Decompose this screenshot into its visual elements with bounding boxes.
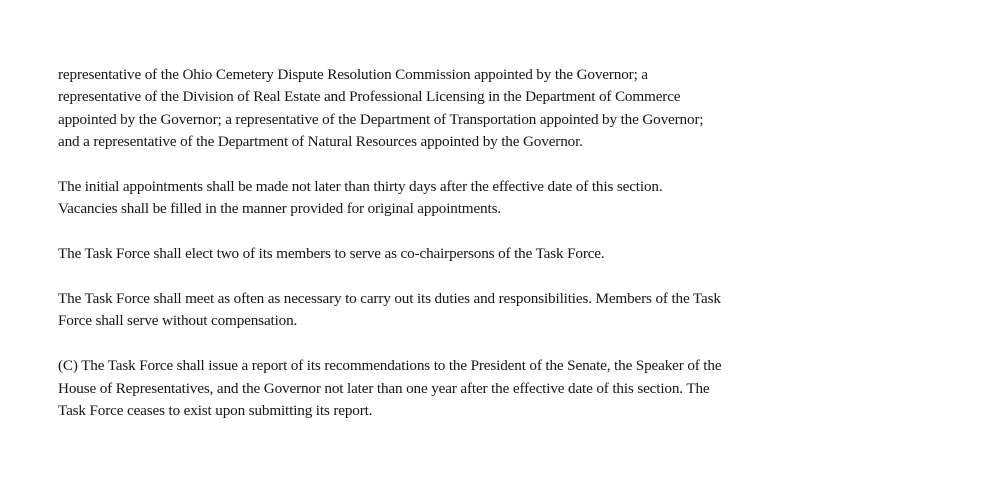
- text-line: The Task Force shall meet as often as necessary to carry out its duties and responsibilities. Members of the Task: [58, 290, 721, 308]
- document-body: [58, 64, 958, 445]
- text-line: Vacancies shall be filled in the manner provided for original appointments.: [58, 200, 501, 218]
- text-line: (C) The Task Force shall issue a report of its recommendations to the President of the Senate, the Speaker of the: [58, 357, 722, 375]
- text-line: Force shall serve without compensation.: [58, 312, 298, 330]
- text-line: The initial appointments shall be made not later than thirty days after the effective date of this section.: [58, 178, 663, 196]
- text-line: appointed by the Governor; a representative of the Department of Transportation appointed by the Governor;: [58, 110, 704, 128]
- paragraph-report: [58, 355, 958, 422]
- text-line: The Task Force shall elect two of its members to serve as co-chairpersons of the Task Force.: [58, 245, 605, 263]
- text-line: House of Representatives, and the Governor not later than one year after the effective date of this section. The: [58, 379, 710, 397]
- text-line: and a representative of the Department of Natural Resources appointed by the Governor.: [58, 133, 583, 151]
- paragraph-initial-appointments: [58, 176, 958, 221]
- paragraph-co-chairpersons: [58, 243, 958, 265]
- paragraph-membership: [58, 64, 958, 154]
- text-line: Task Force ceases to exist upon submitting its report.: [58, 402, 373, 420]
- text-line: representative of the Division of Real Estate and Professional Licensing in the Department of Commerce: [58, 88, 681, 106]
- paragraph-meetings: [58, 288, 958, 333]
- text-line: representative of the Ohio Cemetery Dispute Resolution Commission appointed by the Governor; a: [58, 66, 648, 83]
